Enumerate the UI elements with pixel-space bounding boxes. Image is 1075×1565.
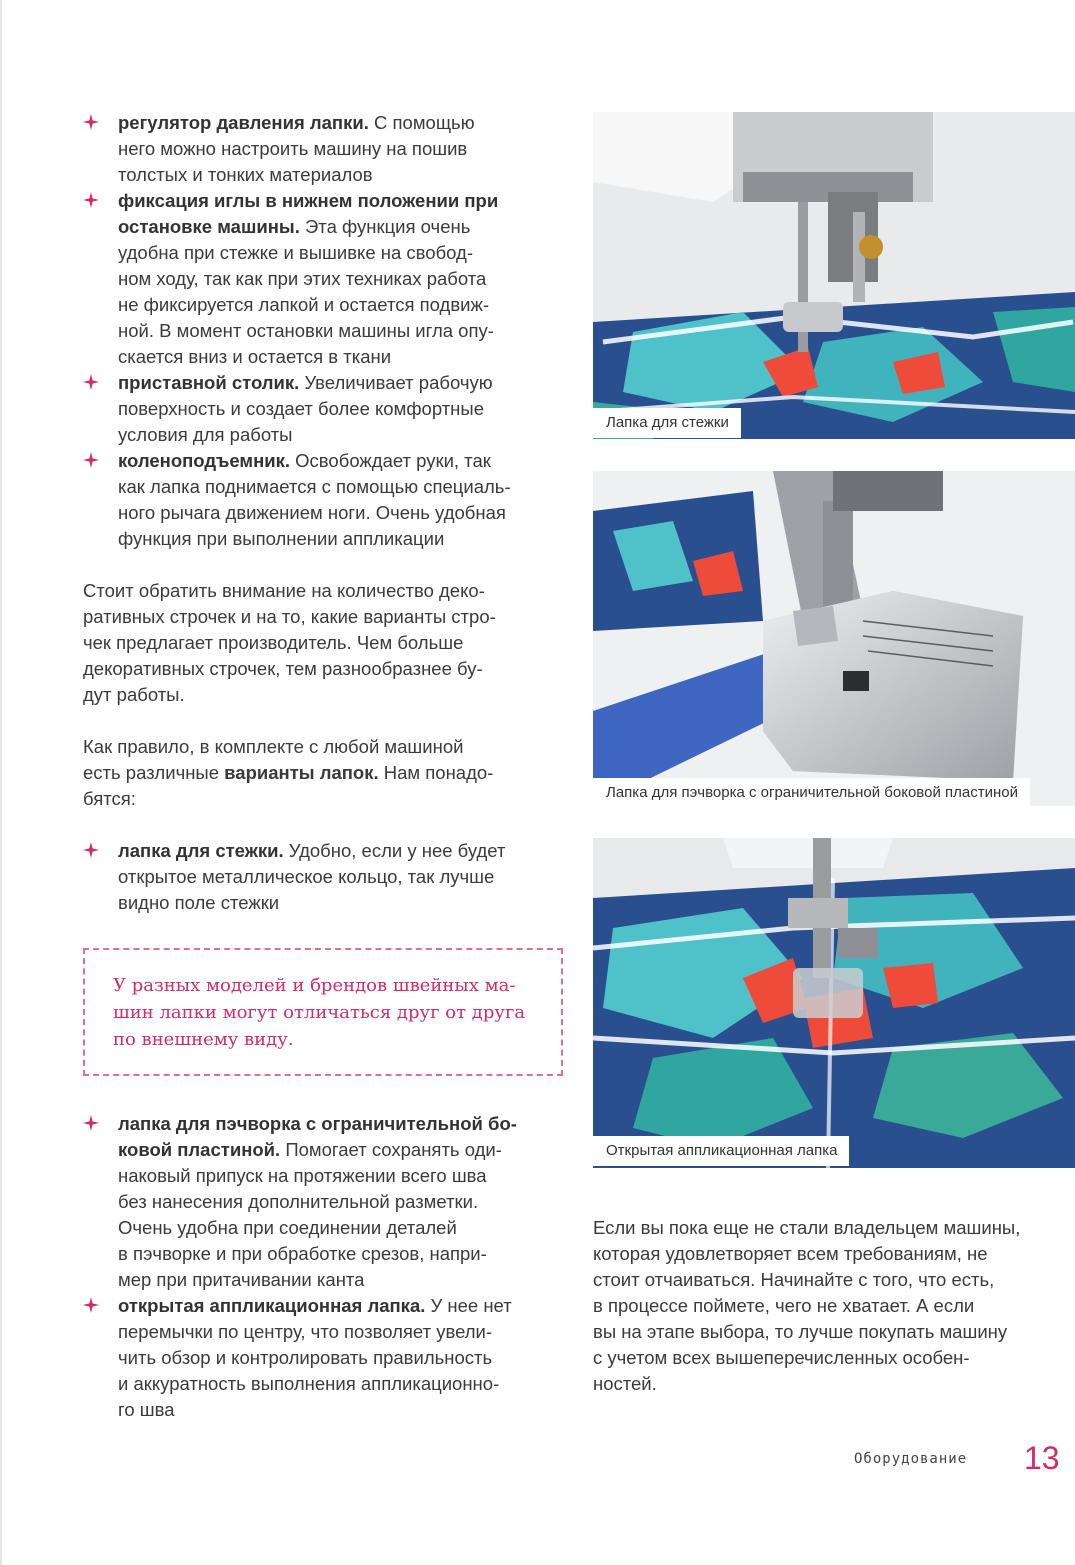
page-number: 13 bbox=[1024, 1440, 1060, 1476]
photo-caption: Лапка для стежки bbox=[593, 408, 741, 438]
photo-image bbox=[593, 112, 1075, 439]
bullet-title: лапка для пэчворка с ограничительной бо- bbox=[118, 1113, 517, 1134]
bullet-applique-foot: открытая аппликационная лапка. У нее нет перемычки по центру, что позволяет увели- чить обзор и контролировать правильность и аккуратность выполнения аппликационно- го шва bbox=[83, 1293, 565, 1423]
star-bullet-icon bbox=[83, 114, 99, 130]
paragraph-foot-variants: Как правило, в комплекте с любой машиной есть различные варианты лапок. Нам понадо- бятся: bbox=[83, 736, 494, 809]
bullet-title: лапка для стежки. bbox=[118, 840, 284, 861]
left-column bbox=[83, 110, 565, 916]
photo-caption: Лапка для пэчворка с ограничительной боковой пластиной bbox=[593, 778, 1030, 806]
photo-applique-foot bbox=[593, 838, 1075, 1168]
star-bullet-icon bbox=[83, 192, 99, 208]
bullet-title: приставной столик. bbox=[118, 372, 300, 393]
star-bullet-icon bbox=[83, 374, 99, 390]
bullet-foot-pressure: регулятор давления лапки. С помощью него можно настроить машину на пошив толстых и тонких материалов bbox=[83, 110, 565, 188]
bullet-patchwork-foot: лапка для пэчворка с ограничительной бо- ковой пластиной. Помогает сохранять оди- наковый припуск на протяжении всего шва без нанесения дополнительной разметки. Очень удобна при соединении деталей в пэчворке и при обработке срезов, напри- мер при притачивании канта bbox=[83, 1111, 565, 1293]
bullet-quilting-foot: лапка для стежки. Удобно, если у нее будет открытое металлическое кольцо, так лучше видно поле стежки bbox=[83, 838, 565, 916]
left-column-lower bbox=[83, 1111, 565, 1423]
star-bullet-icon bbox=[83, 1115, 99, 1131]
star-bullet-icon bbox=[83, 842, 99, 858]
bullet-title: фиксация иглы в нижнем положении при bbox=[118, 190, 499, 211]
star-bullet-icon bbox=[83, 1297, 99, 1313]
photo-quilting-foot bbox=[593, 112, 1075, 439]
photo-patchwork-foot bbox=[593, 471, 1075, 806]
note-text: У разных моделей и брендов швейных ма- шин лапки могут отличаться друг от друга по внешнему виду. bbox=[113, 975, 526, 1050]
bullet-extension-table: приставной столик. Увеличивает рабочую поверхность и создает более комфортные условия для работы bbox=[83, 370, 565, 448]
section-label: Оборудование bbox=[854, 1451, 968, 1467]
star-bullet-icon bbox=[83, 452, 99, 468]
photo-image bbox=[593, 838, 1075, 1168]
bullet-title: коленоподъемник. bbox=[118, 450, 291, 471]
photo-caption: Открытая аппликационная лапка bbox=[593, 1136, 849, 1166]
photo-image bbox=[593, 471, 1075, 806]
paragraph-buying-advice: Если вы пока еще не стали владельцем машины, которая удовлетворяет всем требованиям, не стоит отчаиваться. Начинайте с того, что есть, в процессе поймете, чего не хватает. А если вы на этапе выбора, то лучше покупать машину с учетом всех вышеперечисленных особен- ностей. bbox=[593, 1217, 1021, 1394]
note-box bbox=[83, 948, 563, 1076]
paragraph-decorative-stitches: Стоит обратить внимание на количество деко- ративных строчек и на то, какие варианты стро- чек предлагает производитель. Чем больше декоративных строчек, тем разнообразнее бу- дут работы. bbox=[83, 580, 496, 705]
bullet-needle-fix: фиксация иглы в нижнем положении при остановке машины. Эта функция очень удобна при стежке и вышивке на свобод- ном ходу, так как при этих техниках работа не фиксируется лапкой и остается подвиж- ной. В момент остановки машины игла опу- скается вниз и остается в ткани bbox=[83, 188, 565, 370]
bullet-knee-lifter: коленоподъемник. Освобождает руки, так как лапка поднимается с помощью специаль- ного рычага движением ноги. Очень удобная функция при выполнении аппликации bbox=[83, 448, 565, 552]
bullet-title: регулятор давления лапки. bbox=[118, 112, 369, 133]
page-edge bbox=[0, 0, 2, 1565]
bullet-title: открытая аппликационная лапка. bbox=[118, 1295, 426, 1316]
